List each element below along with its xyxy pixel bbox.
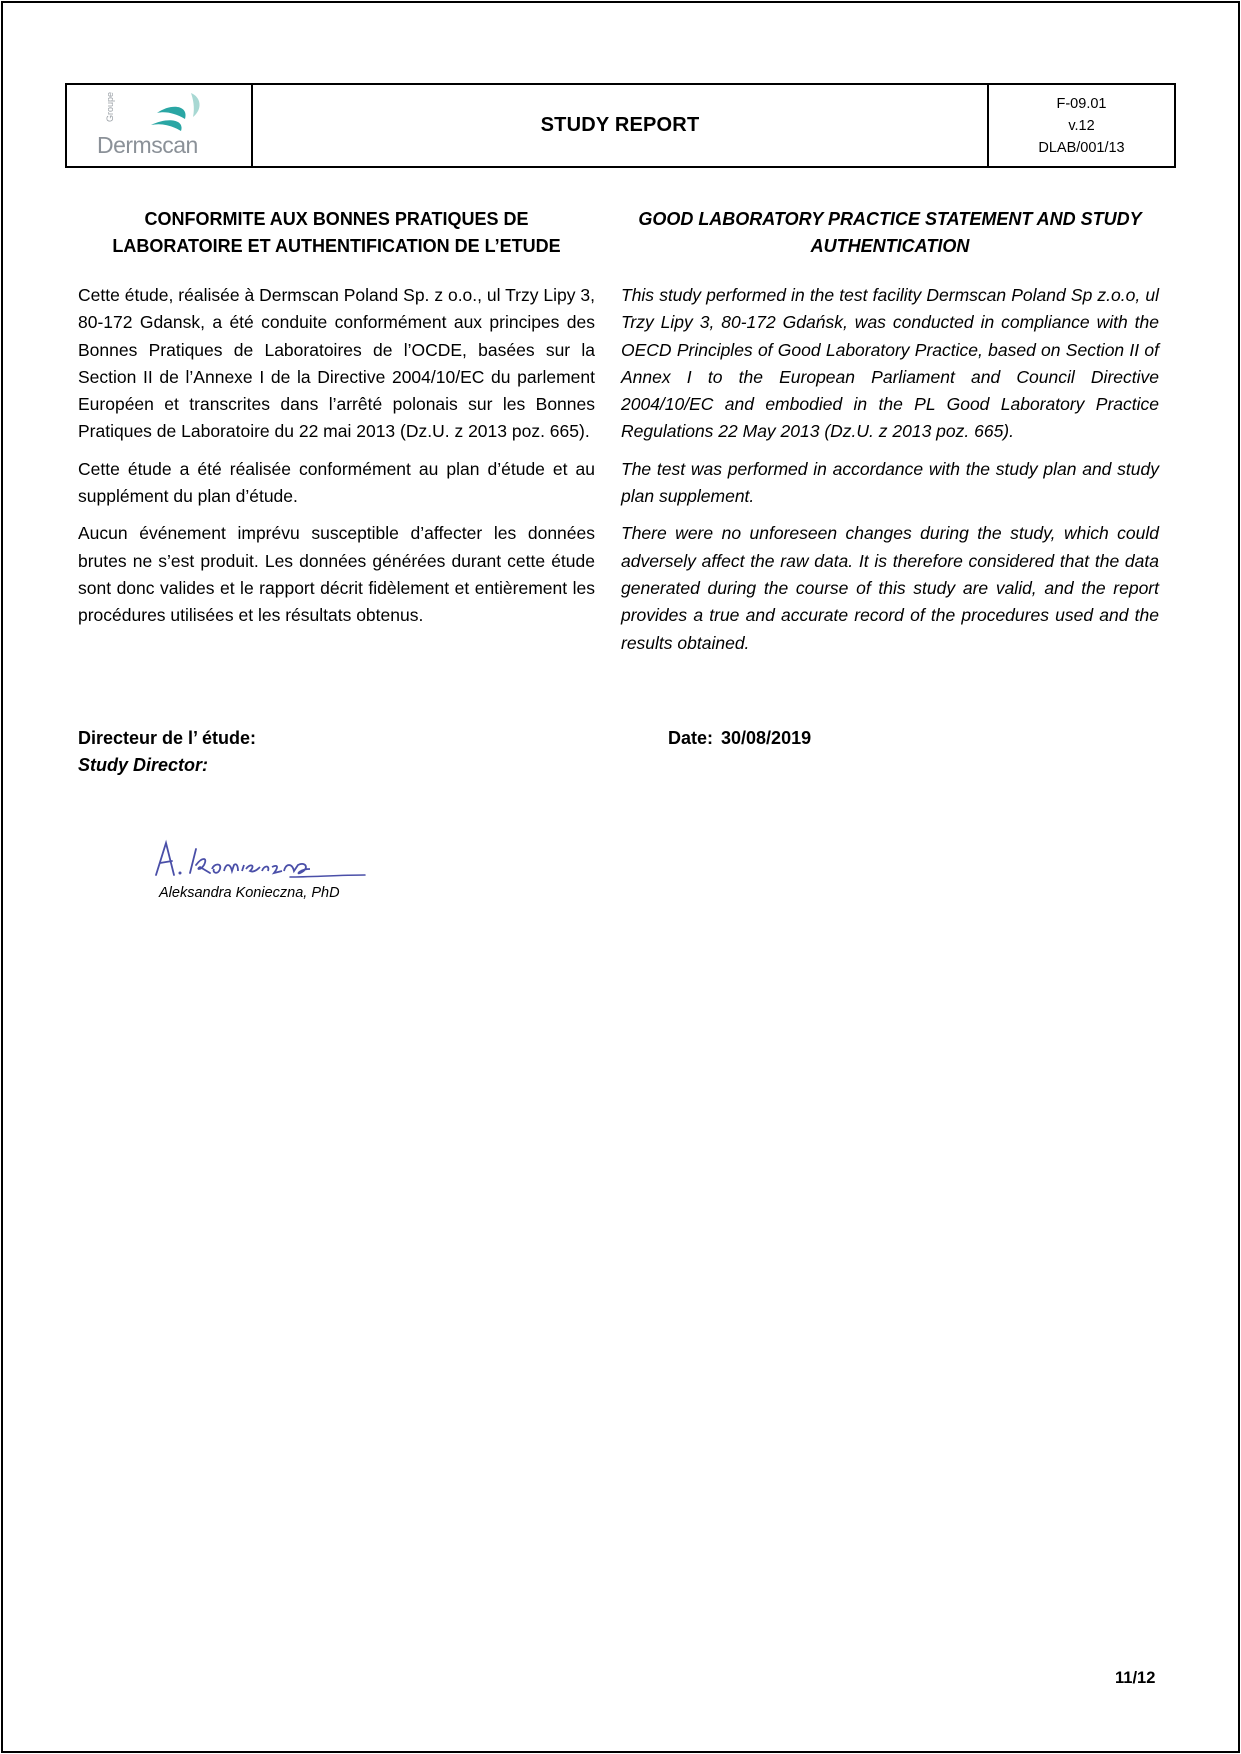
title-cell xyxy=(253,85,989,166)
version-number: v.12 xyxy=(1068,117,1095,134)
date-block xyxy=(668,725,811,752)
date-value: 30/08/2019 xyxy=(721,728,812,748)
handwritten-signature xyxy=(150,835,370,885)
english-paragraph-2: The test was performed in accordance with the study plan and study plan supplement. xyxy=(621,458,1159,507)
english-paragraph-1: This study performed in the test facility Dermscan Poland Sp z.o.o, ul Trzy Lipy 3, 80-172 Gdańsk, was conducted in compliance with the OECD Principles of Good Laboratory Practice, based on Section II of Annex I to the European Parliament and Council Directive 2004/10/EC and embodied in the PL Good Laboratory Practice Regulations 22 May 2013 (Dz.U. z 2013 poz. 665). xyxy=(621,285,1159,442)
director-label-en: Study Director: xyxy=(78,755,209,775)
french-paragraph-2: Cette étude a été réalisée conformément au plan d’étude et au supplément du plan d’étude. xyxy=(78,458,595,507)
document-title: STUDY REPORT xyxy=(540,114,700,136)
form-number: F-09.01 xyxy=(1056,95,1107,112)
document-header xyxy=(65,83,1176,168)
french-paragraph-1: Cette étude, réalisée à Dermscan Poland Sp. z o.o., ul Trzy Lipy 3, 80-172 Gdansk, a été conduite conformément aux principes des Bonnes Pratiques de Laboratoires de l’OCDE, basées sur la Section II de l’Annexe I de la Directive 2004/10/EC du parlement Européen et transcrites dans l’arrêté polonais sur les Bonnes Pratiques de Laboratoire du 22 mai 2013 (Dz.U. z 2013 poz. 665). xyxy=(78,285,595,442)
french-heading: CONFORMITE AUX BONNES PRATIQUES DE LABORATOIRE ET AUTHENTIFICATION DE L’ETUDE xyxy=(112,209,561,256)
english-column xyxy=(621,206,1159,657)
logo-name-text: Dermscan xyxy=(97,132,198,158)
director-label-fr: Directeur de l’ étude: xyxy=(78,728,257,748)
reference-cell xyxy=(989,85,1174,166)
french-column xyxy=(78,206,595,630)
english-paragraph-3: There were no unforeseen changes during the study, which could adversely affect the raw data. It is therefore considered that the data generated during the course of this study are valid, and the report provides a true and accurate record of the procedures used and the results obtained. xyxy=(621,523,1159,653)
logo-groupe-text: Groupe xyxy=(105,91,115,122)
document-code: DLAB/001/13 xyxy=(1038,139,1125,156)
date-label: Date: xyxy=(668,728,714,748)
page-number: 11/12 xyxy=(1115,1669,1156,1687)
signer-name: Aleksandra Konieczna, PhD xyxy=(159,885,340,901)
company-logo xyxy=(67,85,253,166)
french-paragraph-3: Aucun événement imprévu susceptible d’affecter les données brutes ne s’est produit. Les données générées durant cette étude sont donc valides et le rapport décrit fidèlement et entièrement les procédures utilisées et les résultats obtenus. xyxy=(78,523,595,626)
english-heading: GOOD LABORATORY PRACTICE STATEMENT AND STUDY AUTHENTICATION xyxy=(638,209,1142,256)
